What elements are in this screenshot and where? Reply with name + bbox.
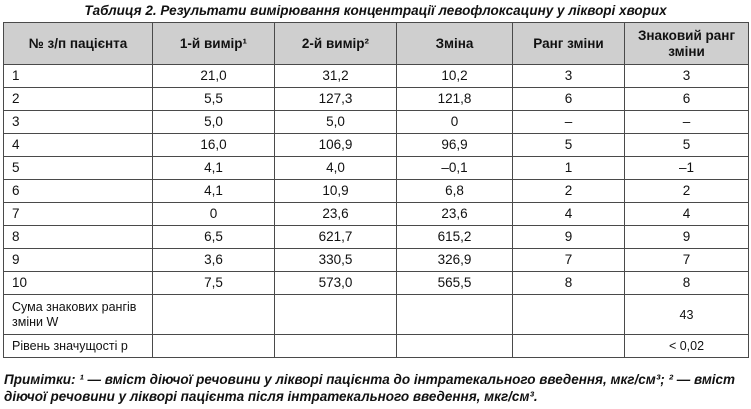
table-cell: 23,6 (275, 203, 397, 226)
column-header-signed-rank: Знаковий ранг зміни (625, 23, 749, 65)
significance-row-value: < 0,02 (625, 335, 749, 358)
table-row (4, 111, 749, 134)
sum-row (4, 295, 749, 335)
table-cell: 8 (625, 272, 749, 295)
table-cell: 0 (153, 203, 275, 226)
table-cell: 10,9 (275, 180, 397, 203)
table-cell: 96,9 (397, 134, 513, 157)
table-cell: 5 (4, 157, 153, 180)
table-cell: 4 (625, 203, 749, 226)
table-cell: 2 (625, 180, 749, 203)
table-cell: 1 (513, 157, 625, 180)
table-cell: 6,5 (153, 226, 275, 249)
table-cell: – (513, 111, 625, 134)
table-cell: 9 (513, 226, 625, 249)
table-cell: 4 (4, 134, 153, 157)
table-cell: 3 (625, 65, 749, 88)
table-cell: 0 (397, 111, 513, 134)
table-cell: 9 (4, 249, 153, 272)
table-cell: 10 (4, 272, 153, 295)
table-notes: Примітки: ¹ — вміст діючої речовини у лікворі пацієнта до інтратекального введення, мкг/см³; ² — вміст діючої речовини у лікворі пацієнта після інтратекального введення, мкг/см³. (4, 372, 736, 404)
table-cell: 621,7 (275, 226, 397, 249)
table-row (4, 226, 749, 249)
table-cell: 5,0 (153, 111, 275, 134)
table-cell (513, 335, 625, 358)
table-cell: 7 (4, 203, 153, 226)
table-cell: 8 (513, 272, 625, 295)
table-cell: 573,0 (275, 272, 397, 295)
table-cell (397, 295, 513, 335)
table-row (4, 134, 749, 157)
table-cell (153, 295, 275, 335)
table-cell: 7 (513, 249, 625, 272)
table-cell: 121,8 (397, 88, 513, 111)
column-header-second-measurement: 2-й вимір² (275, 23, 397, 65)
table-cell: 127,3 (275, 88, 397, 111)
table-cell (397, 335, 513, 358)
table-cell: 23,6 (397, 203, 513, 226)
table-caption: Таблиця 2. Результати вимірювання концентрації левофлоксацину у лікворі хворих (84, 3, 667, 18)
table-cell: 6 (513, 88, 625, 111)
table-cell: 615,2 (397, 226, 513, 249)
header-row (4, 23, 749, 65)
table-cell: 7 (625, 249, 749, 272)
table-cell (513, 295, 625, 335)
table-cell: 2 (513, 180, 625, 203)
table-cell: 6,8 (397, 180, 513, 203)
column-header-change-rank: Ранг зміни (513, 23, 625, 65)
table-cell: 4,1 (153, 157, 275, 180)
column-header-first-measurement: 1-й вимір¹ (153, 23, 275, 65)
table-cell: 8 (4, 226, 153, 249)
significance-row (4, 335, 749, 358)
column-header-patient-number: № з/п пацієнта (4, 23, 153, 65)
table-cell: 1 (4, 65, 153, 88)
table-cell: 21,0 (153, 65, 275, 88)
table-cell: 326,9 (397, 249, 513, 272)
table-row (4, 180, 749, 203)
table-cell: 6 (4, 180, 153, 203)
table-row (4, 203, 749, 226)
sum-row-label: Сума знакових рангів зміни W (4, 295, 153, 335)
table-cell: 5 (513, 134, 625, 157)
table-cell: 3 (4, 111, 153, 134)
table-cell (153, 335, 275, 358)
table-cell: – (625, 111, 749, 134)
results-table (3, 22, 749, 358)
table-row (4, 65, 749, 88)
table-cell: 31,2 (275, 65, 397, 88)
table-cell (275, 295, 397, 335)
table-cell (275, 335, 397, 358)
table-row (4, 88, 749, 111)
table-cell: 9 (625, 226, 749, 249)
table-cell: 5,5 (153, 88, 275, 111)
table-cell: 16,0 (153, 134, 275, 157)
column-header-change: Зміна (397, 23, 513, 65)
table-cell: 4 (513, 203, 625, 226)
table-cell: 106,9 (275, 134, 397, 157)
sum-row-value: 43 (625, 295, 749, 335)
table-cell: 6 (625, 88, 749, 111)
table-cell: 3,6 (153, 249, 275, 272)
table-cell: 5 (625, 134, 749, 157)
table-cell: 2 (4, 88, 153, 111)
table-cell: 330,5 (275, 249, 397, 272)
table-row (4, 272, 749, 295)
table-cell: –1 (625, 157, 749, 180)
table-cell: 7,5 (153, 272, 275, 295)
table-cell: –0,1 (397, 157, 513, 180)
table-cell: 565,5 (397, 272, 513, 295)
table-cell: 5,0 (275, 111, 397, 134)
table-cell: 4,1 (153, 180, 275, 203)
table-row (4, 249, 749, 272)
table-row (4, 157, 749, 180)
table-cell: 3 (513, 65, 625, 88)
table-cell: 10,2 (397, 65, 513, 88)
significance-row-label: Рівень значущості р (4, 335, 153, 358)
table-cell: 4,0 (275, 157, 397, 180)
